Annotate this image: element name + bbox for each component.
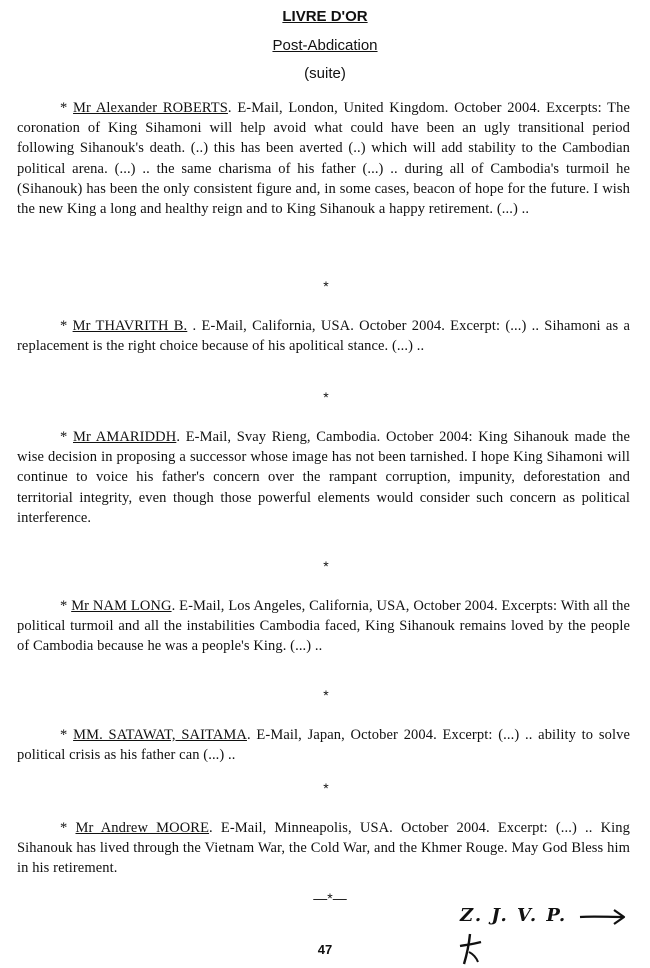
guestbook-entry (17, 818, 630, 879)
guestbook-entry (17, 725, 630, 765)
separator-star: * (323, 558, 329, 574)
entry-bullet: * (60, 727, 74, 743)
guestbook-entry (17, 596, 630, 657)
entry-bullet: * (60, 318, 73, 334)
entry-author: Mr NAM LONG (71, 598, 172, 614)
entry-text: . E-Mail, Svay Rieng, Cambodia. October 2004: King Sihanouk made the wise decision in proposing a successor whose image has not been tarnished. I hope King Sihamoni will continue to voice his father's concern over the rampant corruption, impunity, deforestation and territorial integrity, even though those powerful elements would consider such concern as political interference. (17, 429, 630, 526)
entry-bullet: * (60, 429, 73, 445)
entry-author: Mr THAVRITH B. (72, 318, 188, 334)
entry-text: . E-Mail, California, USA. October 2004. Excerpt: (...) .. Sihamoni as a replacement is the right choice because of his apolitical stance. (...) .. (17, 318, 630, 355)
handwritten-mark-icon (456, 932, 484, 966)
entry-bullet: * (60, 820, 76, 836)
entry-author: MM. SATAWAT, SAITAMA (73, 727, 247, 743)
guestbook-entry (17, 427, 630, 528)
separator-star: * (323, 780, 329, 796)
suite-label: (suite) (304, 65, 346, 82)
separator-star: * (323, 687, 329, 703)
entry-bullet: * (60, 598, 72, 614)
entry-text: . E-Mail, Japan, October 2004. Excerpt: (...) .. ability to solve political crisis as his father can (...) .. (17, 727, 630, 764)
separator-star: * (323, 278, 329, 294)
page-subtitle: Post-Abdication (272, 37, 378, 54)
page-title: LIVRE D'OR (282, 8, 368, 25)
entry-author: Mr AMARIDDH (73, 429, 177, 445)
entry-text: . E-Mail, London, United Kingdom. October 2004. Excerpts: The coronation of King Sihamoni will help avoid what could have been an ugly transitional period following Sihanouk's death. (..) this has been averted (..) which will add stability to the Cambodian political arena. (...) .. the same charisma of his father (...) .. during all of Cambodia's turmoil he (Sihanouk) has been the only consistent figure and, in some cases, beacon of hope for the future. I wish the new King a long and healthy reign and to King Sihanouk a happy retirement. (...) .. (17, 100, 630, 218)
separator-star: * (323, 389, 329, 405)
entry-author: Mr Andrew MOORE (75, 820, 210, 836)
end-mark: —*— (313, 890, 347, 906)
handwritten-annotation: Z. J. V. P. (460, 905, 568, 926)
entry-bullet: * (60, 100, 74, 116)
entry-text: . E-Mail, Minneapolis, USA. October 2004. Excerpt: (...) .. King Sihanouk has lived through the Vietnam War, the Cold War, and the Khmer Rouge. May God Bless him in his retirement. (17, 820, 630, 877)
arrow-right-icon (578, 906, 628, 928)
entry-author: Mr Alexander ROBERTS (73, 100, 228, 116)
page-number: 47 (317, 942, 333, 957)
guestbook-entry (17, 316, 630, 356)
entry-text: . E-Mail, Los Angeles, California, USA, October 2004. Excerpts: With all the political turmoil and all the instabilities Cambodia faced, King Sihanouk remains loved by the people of Cambodia because he was a people's King. (...) .. (17, 598, 630, 655)
guestbook-entry (17, 98, 630, 219)
